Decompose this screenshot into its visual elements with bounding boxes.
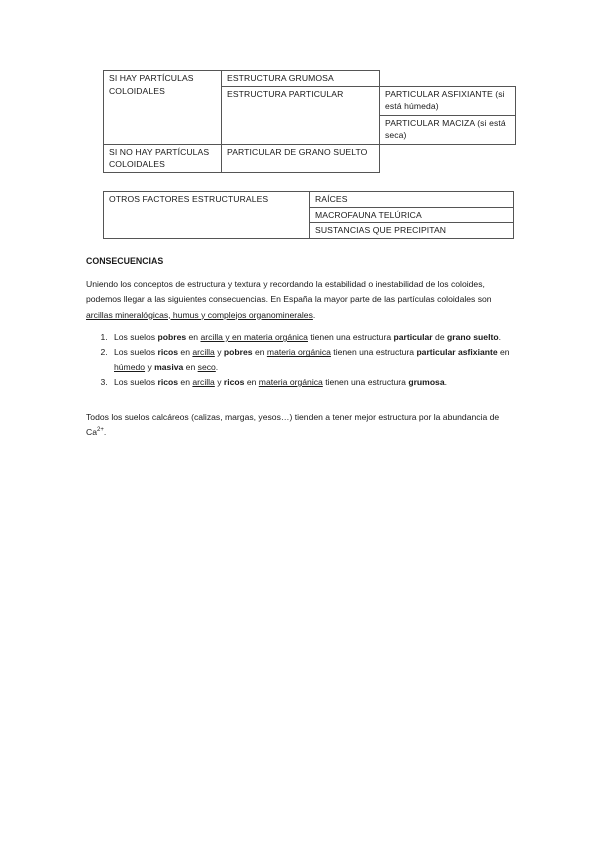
cell-text: COLOIDALES bbox=[109, 159, 165, 169]
cell-raices: RAÍCES bbox=[310, 192, 514, 208]
cell-maciza: PARTICULAR MACIZA (si está seca) bbox=[380, 115, 516, 144]
cell-text: COLOIDALES bbox=[109, 85, 165, 96]
text: Los suelos bbox=[114, 332, 158, 342]
bold-text: ricos bbox=[157, 347, 179, 358]
text: en bbox=[183, 361, 198, 372]
cell-grano-suelto: PARTICULAR DE GRANO SUELTO bbox=[222, 144, 380, 172]
text: . bbox=[312, 309, 316, 320]
underlined-text: materia orgánica bbox=[266, 347, 331, 358]
text: . bbox=[498, 332, 501, 342]
text: y bbox=[145, 361, 155, 372]
text: Uniendo los conceptos de estructura y textura y recordando la estabilidad o inestabilidad de los coloides, podemos llegar a las siguientes consecuencias. En España la mayor parte de las partículas coloidales son bbox=[86, 279, 492, 305]
bold-text: ricos bbox=[157, 376, 179, 387]
text: Todos los suelos calcáreos (calizas, margas, yesos…) tienden a tener mejor estructura por la abundancia de Ca bbox=[86, 412, 500, 438]
underlined-text: arcilla bbox=[192, 347, 215, 358]
underlined-text: arcilla y en materia orgánica bbox=[200, 332, 308, 342]
bold-text: particular asfixiante bbox=[416, 347, 498, 358]
text: tienen una estructura bbox=[330, 347, 417, 358]
cell-particular: ESTRUCTURA PARTICULAR bbox=[222, 86, 380, 144]
factors-table bbox=[103, 191, 514, 239]
text: tienen una estructura bbox=[307, 332, 394, 342]
underlined-text: húmedo bbox=[114, 361, 146, 372]
cell-text: SI HAY PARTÍCULAS bbox=[109, 73, 194, 83]
bold-text: pobres bbox=[157, 332, 187, 342]
text: . bbox=[444, 376, 448, 387]
bold-text: grano suelto bbox=[447, 332, 499, 342]
text: Los suelos bbox=[114, 376, 158, 387]
bold-text: masiva bbox=[154, 361, 184, 372]
underlined-text: seco bbox=[197, 361, 216, 372]
bold-text: pobres bbox=[223, 347, 253, 358]
cell-macrofauna: MACROFAUNA TELÚRICA bbox=[310, 207, 514, 223]
list-item bbox=[110, 345, 540, 374]
text: tienen una estructura bbox=[322, 376, 409, 387]
cell-grumosa: ESTRUCTURA GRUMOSA bbox=[222, 71, 380, 87]
cell-text: SI NO HAY PARTÍCULAS bbox=[109, 146, 210, 157]
cell-asfixiante: PARTICULAR ASFIXIANTE (si está húmeda) bbox=[380, 86, 516, 115]
text: . bbox=[103, 427, 107, 438]
underlined-text: materia orgánica bbox=[258, 376, 323, 387]
text: en bbox=[178, 376, 193, 387]
structure-table bbox=[103, 70, 516, 173]
text: en bbox=[178, 347, 193, 358]
text: y bbox=[214, 376, 224, 387]
empty-cell bbox=[380, 144, 516, 172]
closing-paragraph bbox=[86, 410, 516, 441]
empty-cell bbox=[380, 71, 516, 87]
underlined-text: arcilla bbox=[192, 376, 215, 387]
cell-factors: OTROS FACTORES ESTRUCTURALES bbox=[104, 192, 310, 239]
consequences-list bbox=[86, 330, 540, 390]
underlined-text: arcillas mineralógicas, humus y complejos organominerales bbox=[86, 309, 313, 320]
text: y bbox=[214, 347, 224, 358]
text: Los suelos bbox=[114, 347, 158, 358]
cell-colloidal bbox=[104, 71, 222, 145]
cell-sustancias: SUSTANCIAS QUE PRECIPITAN bbox=[310, 223, 514, 239]
section-heading: CONSECUENCIAS bbox=[86, 256, 164, 266]
intro-paragraph bbox=[86, 277, 516, 323]
cell-no-colloidal bbox=[104, 144, 222, 172]
superscript: 2+ bbox=[97, 427, 104, 434]
list-item bbox=[110, 375, 540, 389]
text: en bbox=[186, 332, 201, 342]
bold-text: ricos bbox=[223, 376, 245, 387]
text: . bbox=[215, 361, 219, 372]
text: en bbox=[252, 347, 267, 358]
text: en bbox=[244, 376, 259, 387]
text: en bbox=[497, 347, 510, 358]
text: de bbox=[432, 332, 447, 342]
list-item bbox=[110, 330, 540, 344]
bold-text: grumosa bbox=[408, 376, 445, 387]
bold-text: particular bbox=[393, 332, 433, 342]
